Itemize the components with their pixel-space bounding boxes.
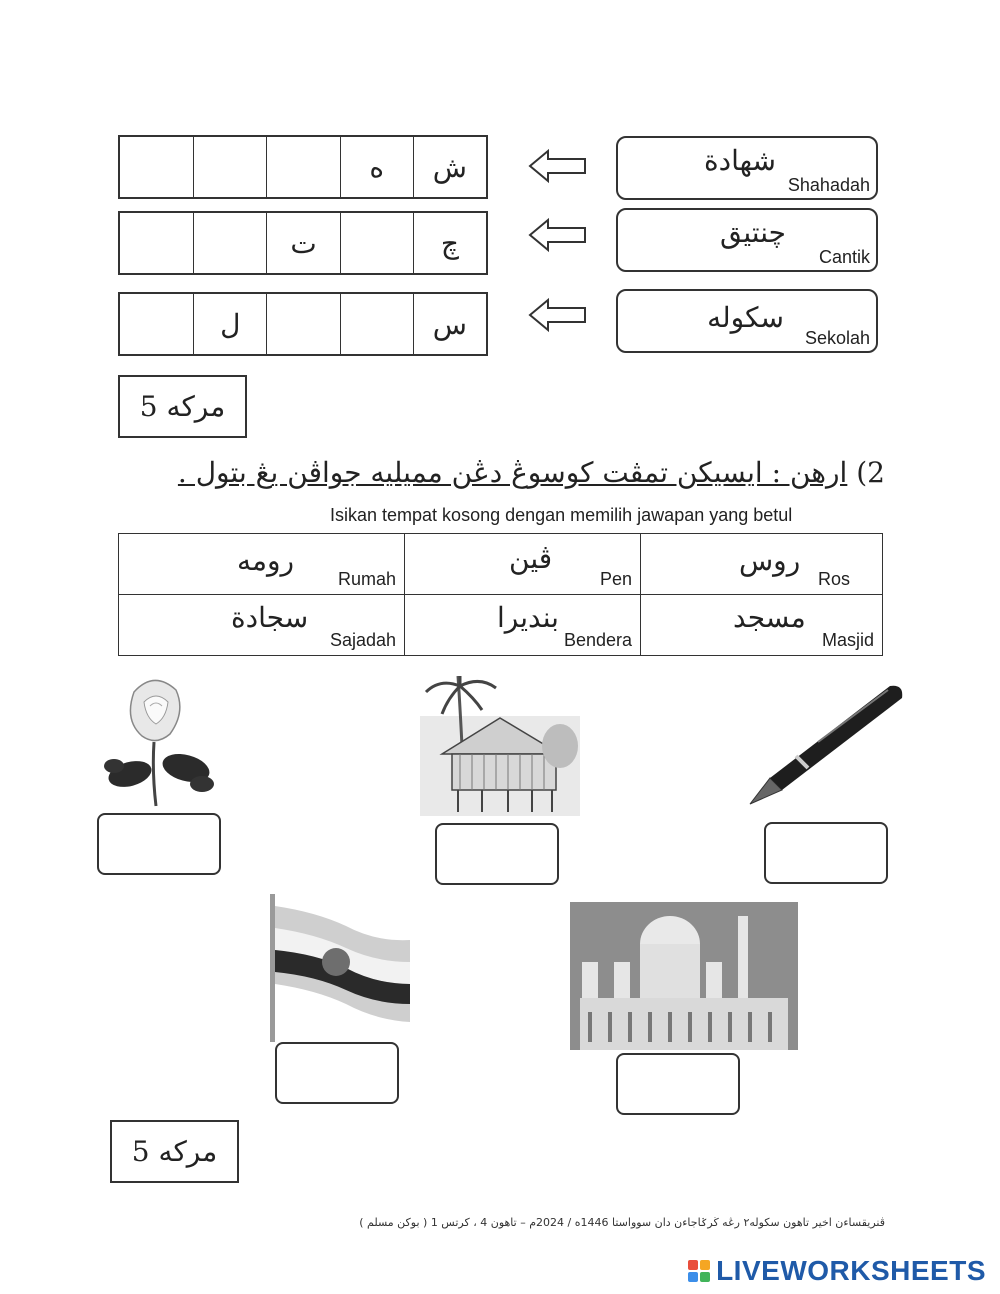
- word-rumi: Cantik: [818, 247, 870, 267]
- word-jawi: روس: [739, 544, 801, 577]
- mosque-picture: [570, 902, 798, 1050]
- letter-grid-1: [118, 135, 488, 199]
- question-2-instruction: [178, 456, 885, 489]
- instruction-jawi: ارهن : ايسيکن تمڤت کوسوڠ دڠن مميليه جواڤن يڠ بتول .: [177, 456, 848, 489]
- answer-box-rose[interactable]: [97, 813, 221, 875]
- grid-cell: ه: [340, 137, 413, 197]
- word-jawi: رومه: [237, 544, 295, 577]
- marks-box: 5 مرکه: [110, 1120, 239, 1183]
- brand-name: LIVEWORKSHEETS: [716, 1255, 986, 1286]
- word-cell: [405, 534, 641, 595]
- grid-cell: چ: [413, 213, 486, 273]
- word-jawi: بنديرا: [497, 601, 559, 634]
- grid-cell[interactable]: [340, 294, 413, 354]
- word-rumi: Bendera: [563, 630, 632, 650]
- liveworksheets-brand: [688, 1255, 986, 1287]
- word-box-cantik: [616, 208, 878, 272]
- grid-cell[interactable]: [193, 137, 266, 197]
- word-cell: [405, 595, 641, 656]
- question-number: 2): [856, 456, 885, 489]
- arrow-left-icon: [528, 217, 588, 253]
- grid-cell[interactable]: [120, 213, 193, 273]
- word-rumi: Sekolah: [804, 328, 870, 348]
- word-jawi: سجادة: [231, 601, 309, 634]
- table-row: [119, 534, 883, 595]
- arrow-left-icon: [528, 148, 588, 184]
- word-jawi: مسجد: [733, 601, 806, 634]
- letter-grid-2: [118, 211, 488, 275]
- grid-cell: س: [413, 294, 486, 354]
- footer-text: ڤنريقساءن اخير تاهون سکوله٢ رڠه ڬرݢاجاءن دان سوواستا 1446ه / 2024م – تاهون 4 ، کرتس 1 ( بوکن مسلم ): [359, 1216, 885, 1229]
- word-jawi: شهادة: [703, 144, 776, 177]
- word-cell: [641, 534, 883, 595]
- word-cell: [641, 595, 883, 656]
- grid-cell[interactable]: [266, 137, 339, 197]
- letter-grid-3: [118, 292, 488, 356]
- table-row: [119, 595, 883, 656]
- word-rumi: Ros: [817, 569, 850, 589]
- pen-picture: [748, 682, 908, 806]
- word-rumi: Pen: [599, 569, 632, 589]
- word-rumi: Rumah: [337, 569, 396, 589]
- arrow-left-icon: [528, 297, 588, 333]
- answer-box-house[interactable]: [435, 823, 559, 885]
- rose-picture: [104, 672, 216, 808]
- word-rumi: Shahadah: [787, 175, 870, 195]
- word-jawi: سکوله: [707, 301, 784, 334]
- grid-cell: ش: [413, 137, 486, 197]
- word-box-sekolah: [616, 289, 878, 353]
- word-jawi: چنتيق: [719, 216, 786, 249]
- grid-cell[interactable]: [340, 213, 413, 273]
- flag-picture: [266, 892, 412, 1042]
- liveworksheets-logo-icon: [688, 1260, 710, 1282]
- grid-cell[interactable]: [120, 137, 193, 197]
- answer-box-pen[interactable]: [764, 822, 888, 884]
- word-rumi: Masjid: [821, 630, 874, 650]
- grid-cell: ل: [193, 294, 266, 354]
- word-box-shahadah: [616, 136, 878, 200]
- grid-cell: ت: [266, 213, 339, 273]
- house-picture: [420, 676, 580, 816]
- word-cell: [119, 534, 405, 595]
- instruction-rumi: Isikan tempat kosong dengan memilih jawapan yang betul: [330, 505, 793, 525]
- marks-box: 5 مرکه: [118, 375, 247, 438]
- word-jawi: ڤين: [509, 542, 553, 575]
- grid-cell[interactable]: [266, 294, 339, 354]
- answer-box-mosque[interactable]: [616, 1053, 740, 1115]
- grid-cell[interactable]: [120, 294, 193, 354]
- word-cell: [119, 595, 405, 656]
- answer-box-flag[interactable]: [275, 1042, 399, 1104]
- grid-cell[interactable]: [193, 213, 266, 273]
- word-rumi: Sajadah: [329, 630, 396, 650]
- word-bank-table: [118, 533, 883, 656]
